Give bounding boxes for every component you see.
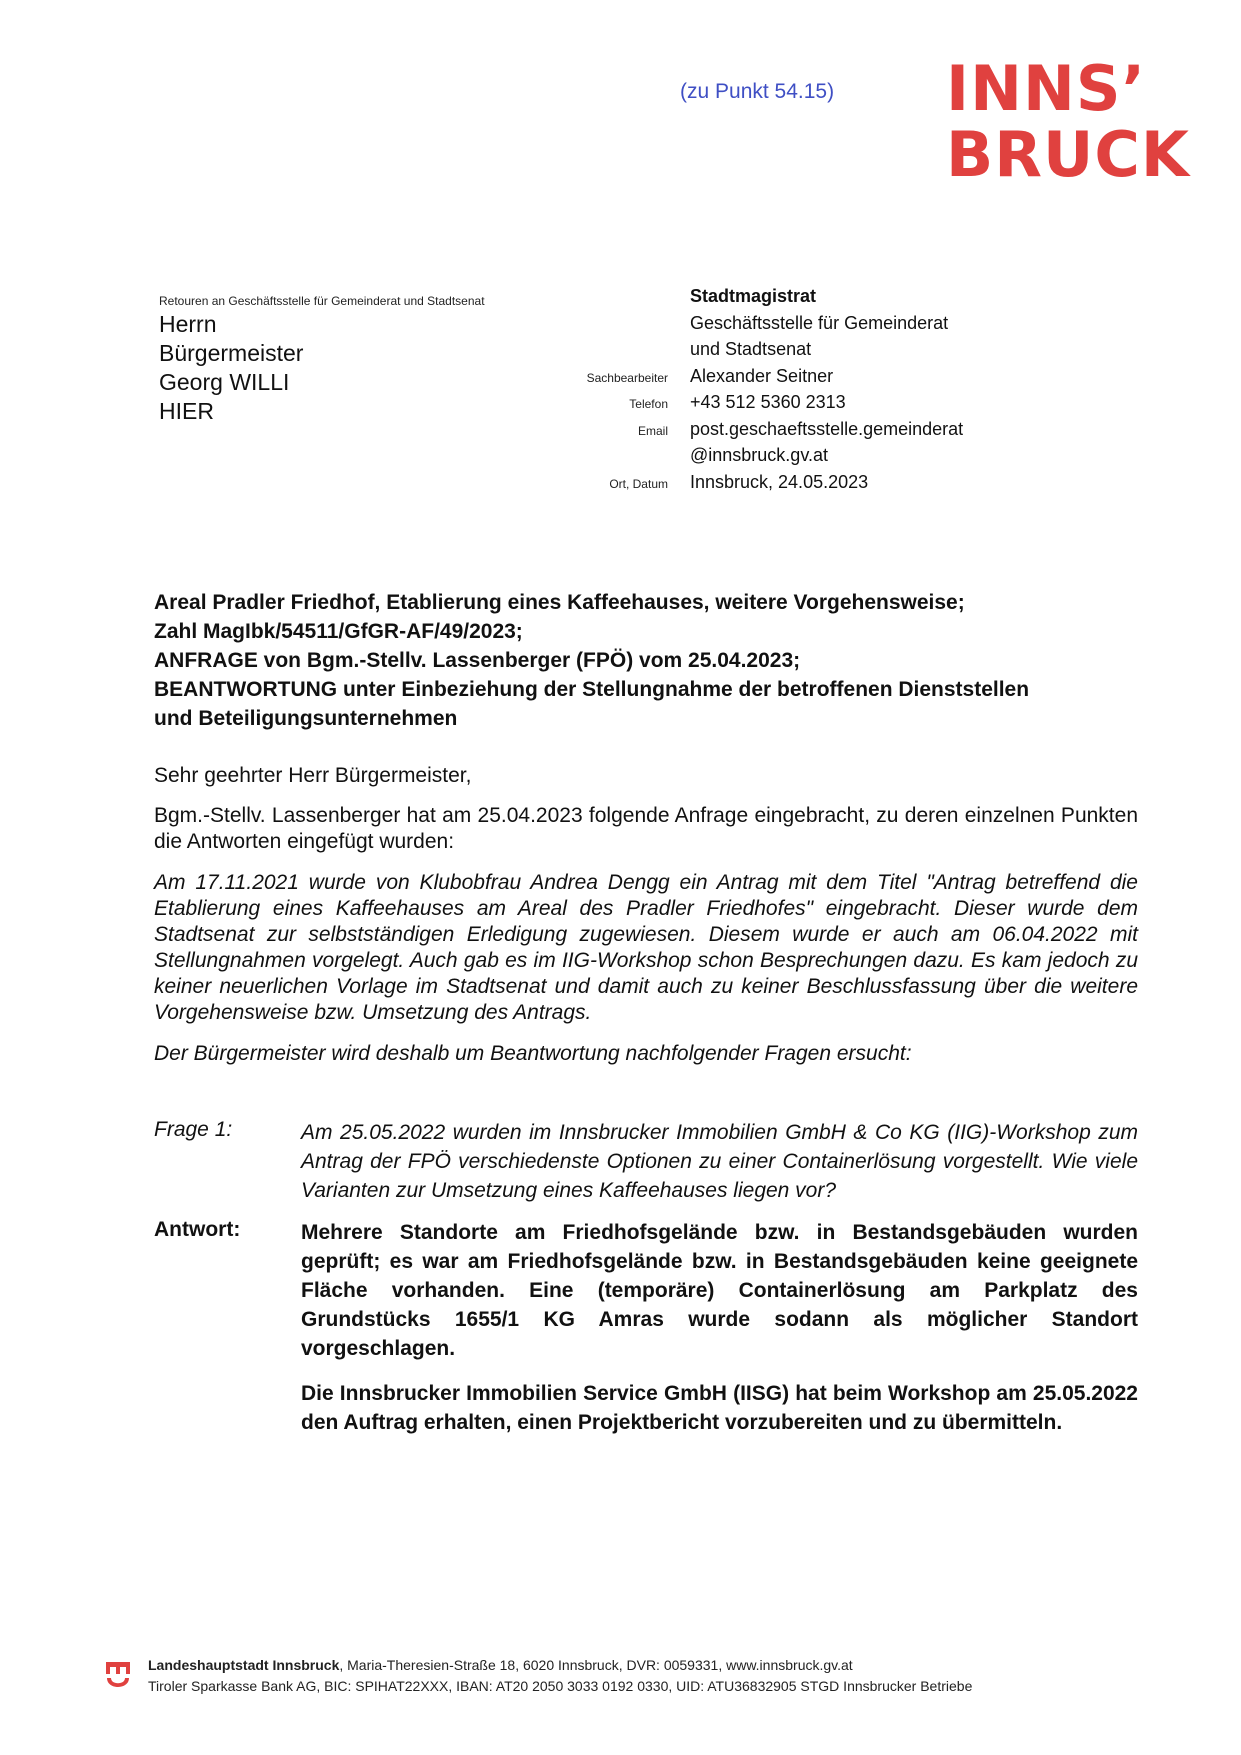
letter-date: Innsbruck, 24.05.2023 xyxy=(690,471,869,492)
answer-label: Antwort: xyxy=(154,1218,241,1241)
letter-subject xyxy=(154,588,1134,733)
question-text: Am 25.05.2022 wurden im Innsbrucker Immobilien GmbH & Co KG (IIG)-Workshop zum Antrag der FPÖ verschiedenste Optionen zu einer Containerlösung vorgestellt. Wie viele Varianten zur Umsetzung eines Kaffeehauses liegen vor? xyxy=(301,1121,1138,1202)
sender-office: Stadtmagistrat xyxy=(690,286,817,306)
subject-line: und Beteiligungsunternehmen xyxy=(154,707,458,730)
phone-label: Telefon xyxy=(629,397,668,411)
email-address[interactable]: post.geschaeftsstelle.gemeinderat xyxy=(690,418,964,439)
recipient-line: Georg WILLI xyxy=(159,369,290,395)
date-label: Ort, Datum xyxy=(609,476,668,491)
city-crest-icon xyxy=(104,1656,132,1694)
footer-line-1 xyxy=(148,1655,972,1676)
logo-line-1: INNS’ xyxy=(946,52,1147,125)
answer-paragraph: Die Innsbrucker Immobilien Service GmbH (IISG) hat beim Workshop am 25.05.2022 den Auftrag erhalten, einen Projektbericht vorzubereiten und zu übermitteln. xyxy=(301,1382,1138,1434)
logo-line-2: BRUCK xyxy=(946,118,1190,191)
recipient-line: HIER xyxy=(159,398,214,424)
email-address-domain[interactable]: @innsbruck.gv.at xyxy=(690,445,828,465)
phone-number: +43 512 5360 2313 xyxy=(690,392,846,412)
clerk-name: Alexander Seitner xyxy=(690,365,834,386)
salutation: Sehr geehrter Herr Bürgermeister, xyxy=(154,764,472,787)
recipient-line: Bürgermeister xyxy=(159,340,304,366)
recipient-line: Herrn xyxy=(159,311,217,337)
subject-line: Zahl MagIbk/54511/GfGR-AF/49/2023; xyxy=(154,620,523,643)
subject-line: ANFRAGE von Bgm.-Stellv. Lassenberger (FPÖ) vom 25.04.2023; xyxy=(154,649,801,672)
sender-info xyxy=(560,286,1000,498)
question-label: Frage 1: xyxy=(154,1118,233,1141)
footer-line-2: Tiroler Sparkasse Bank AG, BIC: SPIHAT22XXX, IBAN: AT20 2050 3033 0192 0330, UID: ATU36832905 STGD Innsbrucker Betriebe xyxy=(148,1678,973,1694)
subject-line: BEANTWORTUNG unter Einbeziehung der Stellungnahme der betroffenen Dienststellen xyxy=(154,678,1030,701)
footer-address: , Maria-Theresien-Straße 18, 6020 Innsbruck, DVR: 0059331, www.innsbruck.gv.at xyxy=(339,1657,853,1673)
innsbruck-logo xyxy=(946,52,1190,191)
inquiry-request: Der Bürgermeister wird deshalb um Beantwortung nachfolgender Fragen ersucht: xyxy=(154,1042,912,1065)
inquiry-quote: Am 17.11.2021 wurde von Klubobfrau Andrea Dengg ein Antrag mit dem Titel "Antrag betreffend die Etablierung eines Kaffeehauses am Areal des Pradler Friedhofes" eingebracht. Dieser wurde dem Stadtsenat zur selbstständigen Erledigung zugewiesen. Diesem wurde er auch am 06.04.2022 mit Stellungnahmen vorgelegt. Auch gab es im IIG-Workshop schon Besprechungen dazu. Es kam jedoch zu keiner neuerlichen Vorlage im Stadtsenat und damit auch zu keiner Beschlussfassung über die weitere Vorgehensweise bzw. Umsetzung des Antrags. xyxy=(154,871,1138,1024)
recipient-address xyxy=(159,310,303,426)
agenda-reference: (zu Punkt 54.15) xyxy=(680,80,835,103)
subject-line: Areal Pradler Friedhof, Etablierung eines Kaffeehauses, weitere Vorgehensweise; xyxy=(154,591,965,614)
sender-department: und Stadtsenat xyxy=(690,339,812,359)
email-label: Email xyxy=(637,423,668,438)
returns-label: Retouren an Geschäftsstelle für Gemeinderat und Stadtsenat xyxy=(159,294,485,308)
intro-paragraph: Bgm.-Stellv. Lassenberger hat am 25.04.2023 folgende Anfrage eingebracht, zu deren einzelnen Punkten die Antworten eingefügt wurden: xyxy=(154,804,1138,853)
sender-department: Geschäftsstelle für Gemeinderat xyxy=(690,312,949,333)
answer-paragraph: Mehrere Standorte am Friedhofsgelände bzw. in Bestandsgebäuden wurden geprüft; es war am Friedhofsgelände bzw. in Bestandsgebäuden keine geeignete Fläche vorhanden. Eine (temporäre) Containerlösung am Parkplatz des Grundstücks 1655/1 KG Amras wurde sodann als möglicher Standort vorgeschlagen. xyxy=(301,1221,1138,1360)
footer-city-name: Landeshauptstadt Innsbruck xyxy=(148,1657,340,1673)
clerk-label: Sachbearbeiter xyxy=(586,370,668,385)
